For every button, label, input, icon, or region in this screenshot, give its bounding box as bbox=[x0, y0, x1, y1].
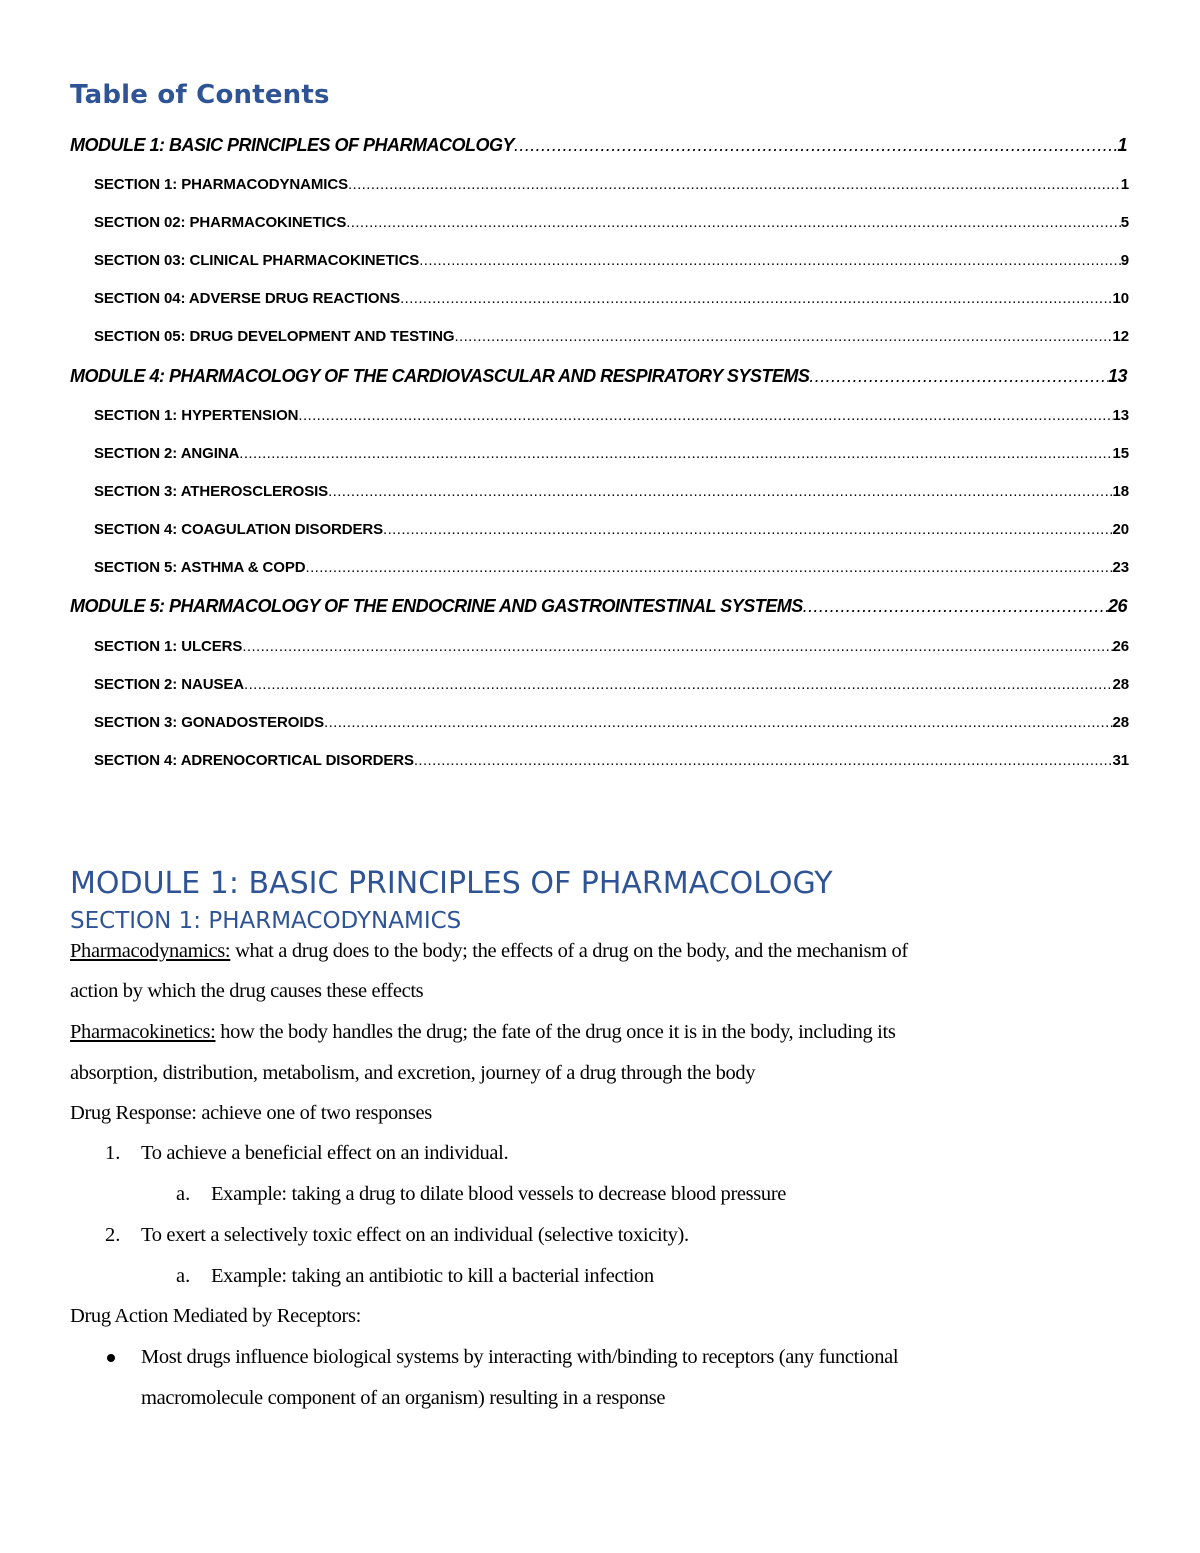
toc-entry-label: SECTION 05: DRUG DEVELOPMENT AND TESTING bbox=[94, 328, 455, 345]
toc-page-number: 28 bbox=[1112, 714, 1129, 731]
toc-page-number: 26 bbox=[1107, 596, 1127, 616]
section-heading: SECTION 1: PHARMACODYNAMICS bbox=[70, 908, 462, 934]
toc-entry-section[interactable] bbox=[94, 214, 1129, 231]
toc-entry-section[interactable] bbox=[94, 290, 1129, 307]
definition-continuation: action by which the drug causes these effects bbox=[70, 980, 424, 1002]
dot-leader bbox=[803, 596, 1108, 617]
toc-page-number: 18 bbox=[1112, 483, 1129, 500]
bullet-dot-icon bbox=[107, 1354, 115, 1362]
dot-leader bbox=[328, 483, 1112, 500]
toc-entry-section[interactable] bbox=[94, 407, 1129, 424]
list-letter: a. bbox=[176, 1183, 191, 1205]
toc-page-number: 1 bbox=[1117, 135, 1127, 155]
pharmacokinetics-term: Pharmacokinetics: bbox=[70, 1021, 216, 1043]
pharmacokinetics-definition bbox=[70, 1021, 895, 1044]
dot-leader bbox=[239, 445, 1112, 462]
list-item: To achieve a beneficial effect on an individual. bbox=[141, 1142, 509, 1164]
toc-page-number: 15 bbox=[1112, 445, 1129, 462]
toc-page-number: 20 bbox=[1112, 521, 1129, 538]
toc-entry-module-4[interactable] bbox=[70, 366, 1127, 387]
toc-entry-label: SECTION 2: NAUSEA bbox=[94, 676, 244, 693]
toc-entry-label: SECTION 5: ASTHMA & COPD bbox=[94, 559, 306, 576]
dot-leader bbox=[242, 638, 1112, 655]
toc-entry-section[interactable] bbox=[94, 714, 1129, 731]
toc-entry-section[interactable] bbox=[94, 638, 1129, 655]
toc-entry-section[interactable] bbox=[94, 445, 1129, 462]
toc-page-number: 28 bbox=[1112, 676, 1129, 693]
list-number: 2. bbox=[105, 1224, 121, 1246]
dot-leader bbox=[383, 521, 1112, 538]
dot-leader bbox=[514, 135, 1117, 156]
toc-page-number: 23 bbox=[1112, 559, 1129, 576]
dot-leader bbox=[419, 252, 1121, 269]
list-letter: a. bbox=[176, 1265, 191, 1287]
toc-entry-section[interactable] bbox=[94, 521, 1129, 538]
pharmacodynamics-term: Pharmacodynamics: bbox=[70, 940, 231, 962]
bullet-item-continuation: macromolecule component of an organism) resulting in a response bbox=[141, 1387, 666, 1409]
dot-leader bbox=[454, 328, 1112, 345]
toc-entry-label: SECTION 1: ULCERS bbox=[94, 638, 243, 655]
dot-leader bbox=[400, 290, 1112, 307]
dot-leader bbox=[414, 752, 1113, 769]
toc-entry-section[interactable] bbox=[94, 328, 1129, 345]
toc-page-number: 10 bbox=[1112, 290, 1129, 307]
definition-text: how the body handles the drug; the fate of the drug once it is in the body, including its bbox=[215, 1021, 896, 1043]
toc-entry-label: SECTION 04: ADVERSE DRUG REACTIONS bbox=[94, 290, 401, 307]
pharmacodynamics-definition bbox=[70, 940, 908, 963]
receptors-heading: Drug Action Mediated by Receptors: bbox=[70, 1305, 361, 1327]
toc-entry-module-5[interactable] bbox=[70, 596, 1127, 617]
toc-entry-label: SECTION 1: HYPERTENSION bbox=[94, 407, 299, 424]
toc-page-number: 5 bbox=[1120, 214, 1129, 231]
toc-entry-label: MODULE 5: PHARMACOLOGY OF THE ENDOCRINE AND GASTROINTESTINAL SYSTEMS bbox=[70, 596, 803, 616]
toc-page-number: 9 bbox=[1120, 252, 1129, 269]
toc-entry-label: SECTION 1: PHARMACODYNAMICS bbox=[94, 176, 348, 193]
toc-entry-label: SECTION 02: PHARMACOKINETICS bbox=[94, 214, 347, 231]
toc-entry-section[interactable] bbox=[94, 483, 1129, 500]
toc-entry-label: SECTION 3: GONADOSTEROIDS bbox=[94, 714, 325, 731]
toc-entry-section[interactable] bbox=[94, 252, 1129, 269]
dot-leader bbox=[809, 366, 1108, 387]
toc-entry-label: SECTION 3: ATHEROSCLEROSIS bbox=[94, 483, 329, 500]
toc-page-number: 26 bbox=[1112, 638, 1129, 655]
toc-page-number: 12 bbox=[1112, 328, 1129, 345]
toc-entry-label: MODULE 1: BASIC PRINCIPLES OF PHARMACOLOGY bbox=[70, 135, 515, 155]
definition-continuation: absorption, distribution, metabolism, and excretion, journey of a drug through the body bbox=[70, 1062, 756, 1084]
toc-page-number: 31 bbox=[1112, 752, 1129, 769]
dot-leader bbox=[298, 407, 1112, 424]
dot-leader bbox=[306, 559, 1113, 576]
sub-list-item: Example: taking an antibiotic to kill a bacterial infection bbox=[211, 1265, 654, 1287]
toc-entry-label: SECTION 4: COAGULATION DISORDERS bbox=[94, 521, 384, 538]
toc-entry-section[interactable] bbox=[94, 176, 1129, 193]
toc-page-number: 13 bbox=[1107, 366, 1127, 386]
toc-entry-label: SECTION 2: ANGINA bbox=[94, 445, 240, 462]
toc-page-number: 13 bbox=[1112, 407, 1129, 424]
dot-leader bbox=[346, 214, 1121, 231]
list-item: To exert a selectively toxic effect on an individual (selective toxicity). bbox=[141, 1224, 689, 1246]
toc-entry-label: SECTION 4: ADRENOCORTICAL DISORDERS bbox=[94, 752, 414, 769]
toc-entry-label: MODULE 4: PHARMACOLOGY OF THE CARDIOVASCULAR AND RESPIRATORY SYSTEMS bbox=[70, 366, 810, 386]
module-heading: MODULE 1: BASIC PRINCIPLES OF PHARMACOLOGY bbox=[70, 866, 833, 901]
definition-text: what a drug does to the body; the effects of a drug on the body, and the mechanism of bbox=[230, 940, 908, 962]
bullet-item: Most drugs influence biological systems by interacting with/binding to receptors (any functional bbox=[141, 1346, 899, 1368]
dot-leader bbox=[348, 176, 1121, 193]
toc-entry-section[interactable] bbox=[94, 559, 1129, 576]
toc-page-number: 1 bbox=[1120, 176, 1129, 193]
toc-title: Table of Contents bbox=[70, 80, 330, 110]
toc-entry-section[interactable] bbox=[94, 676, 1129, 693]
drug-response-heading: Drug Response: achieve one of two responses bbox=[70, 1102, 432, 1124]
dot-leader bbox=[244, 676, 1113, 693]
sub-list-item: Example: taking a drug to dilate blood vessels to decrease blood pressure bbox=[211, 1183, 787, 1205]
toc-entry-section[interactable] bbox=[94, 752, 1129, 769]
toc-entry-label: SECTION 03: CLINICAL PHARMACOKINETICS bbox=[94, 252, 420, 269]
list-number: 1. bbox=[105, 1142, 121, 1164]
dot-leader bbox=[324, 714, 1112, 731]
toc-entry-module-1[interactable] bbox=[70, 135, 1127, 156]
